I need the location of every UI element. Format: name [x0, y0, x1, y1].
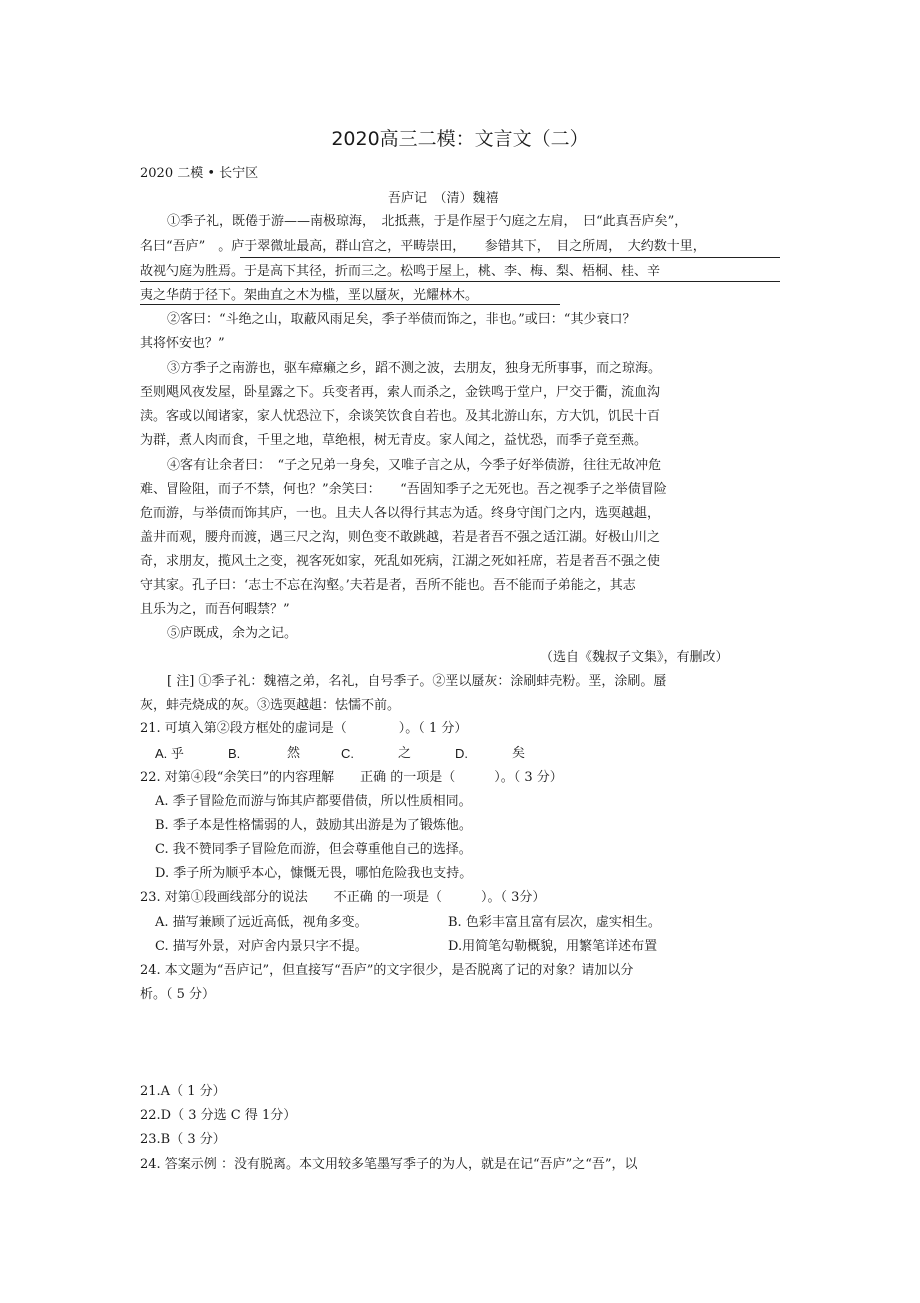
q21-option: D.	[455, 746, 468, 761]
underline-mark	[240, 257, 780, 258]
passage-line: 危而游，与举债而饰其庐，一也。且夫人各以得行其志为适。终身守闺门之内，选耎越趄，	[140, 506, 661, 521]
passage-line: 夷之华荫于径下。架曲直之木为槛，垩以蜃灰，光耀林木。	[140, 288, 479, 303]
q23-option: B. 色彩丰富且富有层次，虚实相生。	[448, 915, 661, 930]
q21-option: C.	[341, 746, 354, 761]
passage-line: 故视勺庭为胜焉。于是高下其径，折而三之。松鸣于屋上，桃、李、梅、梨、梧桐、桂、辛	[140, 264, 661, 279]
question-24: 24. 本文题为“吾庐记”，但直接写“吾庐”的文字很少，是否脱离了记的对象？请加以分	[140, 963, 634, 978]
passage-line: ⑤庐既成，余为之记。	[167, 626, 298, 641]
passage-line: 守其家。孔子曰：‘志士不忘在沟壑。’夫若是者，吾所不能也。吾不能而子弟能之，其志	[140, 578, 636, 593]
q23-option: D.用简笔勾勒概貌，用繁笔详述布置	[448, 939, 658, 954]
answer-line: 21.A（ 1 分）	[140, 1084, 226, 1099]
underline-mark	[140, 304, 560, 305]
passage-title: 吾庐记 （清）魏禧	[388, 191, 499, 206]
q21-option: B.	[228, 746, 241, 761]
passage-line: 其将怀安也？”	[140, 336, 225, 351]
passage-line: 至则飓风夜发屋，卧星露之下。兵变者再，索人而杀之，金铁鸣于堂户，尸交于衢，流血沟	[140, 385, 661, 400]
answer-line: 24. 答案示例 ：没有脱离。本文用较多笔墨写季子的为人，就是在记“吾庐”之“吾”，以	[140, 1157, 638, 1172]
q21-option: 然	[287, 746, 301, 761]
q23-option: A. 描写兼顾了远近高低，视角多变。	[155, 915, 368, 930]
q22-option: B. 季子本是性格懦弱的人，鼓励其出游是为了锻炼他。	[155, 818, 472, 833]
passage-line: 名曰“吾庐” 。庐于翠微址最高，群山宫之，平畴崇田， 参错其下， 目之所周， 大约数十里，	[140, 239, 706, 254]
page-title: 2020高三二模：文言文（二）	[331, 128, 589, 150]
q21-option: A. 乎	[155, 746, 184, 761]
note-line: 灰，蚌壳烧成的灰。③选耎越趄：怯懦不前。	[140, 698, 401, 713]
q22-option: C. 我不赞同季子冒险危而游，但会尊重他自己的选择。	[155, 842, 472, 857]
passage-line: 难、冒险阻，而子不禁，何也？”余笑曰： “吾固知季子之无死也。吾之视季子之举债冒险	[140, 482, 667, 497]
passage-line: 且乐为之，而吾何暇禁？”	[140, 602, 290, 617]
source-citation: （选自《魏叔子文集》，有删改）	[540, 650, 729, 665]
question-23: 23. 对第①段画线部分的说法 不正确 的一项是（ ）。（ 3分）	[140, 890, 546, 905]
passage-line: 奇，求朋友，揽风土之变，视客死如家，死乱如死病，江湖之死如衽席，若是者吾不强之使	[140, 554, 661, 569]
q23-option: C. 描写外景，对庐舍内景只字不提。	[155, 939, 368, 954]
passage-line: ④客有让余者曰： “子之兄弟一身矣，又唯子言之从，今季子好举债游，往往无故冲危	[167, 458, 662, 473]
note-line: [ 注] ①季子礼：魏禧之弟，名礼，自号季子。②垩以蜃灰：涂刷蚌壳粉。垩，涂刷。蜃	[167, 674, 667, 689]
underline-mark	[140, 281, 780, 282]
passage-line: 渎。客或以闻诸家，家人忧恐泣下，余谈笑饮食自若也。及其北游山东，方大饥，饥民十百	[140, 409, 661, 424]
q22-option: A. 季子冒险危而游与饰其庐都要借债，所以性质相同。	[155, 794, 472, 809]
answer-line: 22.D（ 3 分选 C 得 1分）	[140, 1108, 297, 1123]
q21-option: 矣	[512, 746, 526, 761]
q22-option: D. 季子所为顺乎本心，慷慨无畏，哪怕危险我也支持。	[155, 866, 473, 881]
passage-line: ③方季子之南游也，驱车瘴癞之乡，蹈不测之波，去朋友，独身无所事事，而之琼海。	[167, 361, 662, 376]
question-22: 22. 对第④段“余笑曰”的内容理解 正确 的一项是（ ）。（ 3 分）	[140, 770, 563, 785]
passage-line: ②客曰：“斗绝之山，取蔽风雨足矣，季子举债而饰之，非也。”或曰：“其少衰口？	[167, 312, 636, 327]
passage-line: 为群，煮人肉而食，千里之地，草绝根，树无青皮。家人闻之，益忧恐，而季子竟至燕。	[140, 433, 648, 448]
question-24: 析。（ 5 分）	[140, 987, 216, 1002]
question-21: 21. 可填入第②段方框处的虚词是（ ）。（ 1 分）	[140, 721, 468, 736]
q21-option: 之	[398, 746, 412, 761]
section-label: 2020 二模 • 长宁区	[140, 166, 259, 181]
answer-line: 23.B（ 3 分）	[140, 1132, 226, 1147]
passage-line: 盖井而观，腰舟而渡，遇三尺之沟，则色变不敢跳越，若是者吾不强之适江湖。好极山川之	[140, 530, 661, 545]
passage-line: ①季子礼，既倦于游——南极琼海， 北抵燕，于是作屋于勺庭之左肩， 曰“此真吾庐矣”，	[167, 214, 688, 229]
